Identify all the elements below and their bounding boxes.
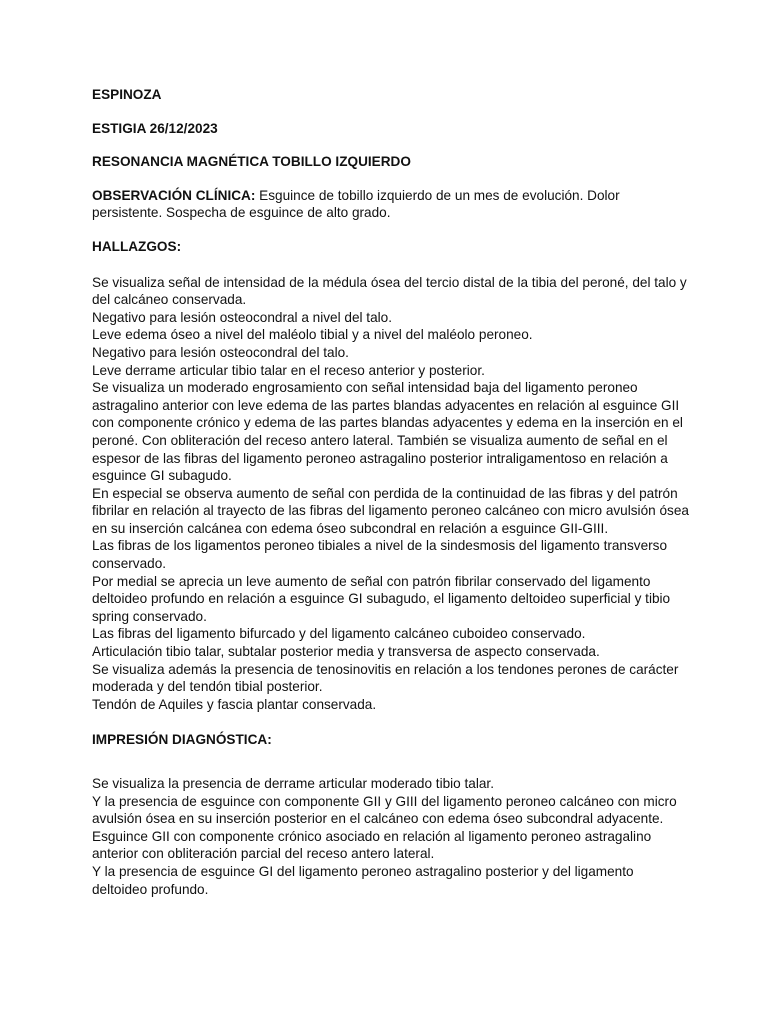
clinic-date: ESTIGIA 26/12/2023 [92, 120, 218, 136]
report-page [92, 86, 692, 898]
patient-name: ESPINOZA [92, 87, 162, 102]
finding-paragraph: Negativo para lesión osteocondral a nivel del talo. [92, 309, 393, 325]
finding-paragraph: Leve edema óseo a nivel del maléolo tibial y a nivel del maléolo peroneo. [92, 327, 533, 343]
impression-paragraph: Y la presencia de esguince con componente GII y GIII del ligamento peroneo calcáneo con micro avulsión ósea en su inserción posterior en el calcáneo con edema óseo subcondral adyacente. [92, 793, 677, 827]
finding-paragraph: En especial se observa aumento de señal con perdida de la continuidad de las fibras y del patrón fibrilar en relación al trayecto de las fibras del ligamento peroneo calcáneo con micro avulsión ósea en su inserción calcánea con edema óseo subcondral en relación a esguince GII-GIII. [92, 485, 689, 536]
clinical-observation-label: OBSERVACIÓN CLÍNICA: [92, 187, 256, 203]
impression-paragraph: Esguince GII con componente crónico asociado en relación al ligamento peroneo astragalino anterior con obliteración parcial del receso antero lateral. [92, 828, 652, 862]
impression-heading: IMPRESIÓN DIAGNÓSTICA: [92, 732, 272, 748]
findings-list [92, 274, 692, 714]
impression-list [92, 775, 692, 898]
findings-heading: HALLAZGOS: [92, 238, 182, 254]
finding-paragraph: Las fibras de los ligamentos peroneo tibiales a nivel de la sindesmosis del ligamento transverso conservado. [92, 538, 668, 572]
finding-paragraph: Tendón de Aquiles y fascia plantar conservada. [92, 696, 377, 712]
finding-paragraph: Por medial se aprecia un leve aumento de señal con patrón fibrilar conservado del ligamento deltoideo profundo en relación a esguince GI subagudo, el ligamento deltoideo superficial y tibio spring conservado. [92, 573, 671, 624]
impression-paragraph: Y la presencia de esguince GI del ligamento peroneo astragalino posterior y del ligamento deltoideo profundo. [92, 863, 634, 897]
finding-paragraph: Se visualiza un moderado engrosamiento con señal intensidad baja del ligamento peroneo astragalino anterior con leve edema de las partes blandas adyacentes en relación al esguince GII con componente crónico y edema de las partes blandas adyacentes y edema en la inserción en el peroné. Con obliteración del receso antero lateral. También se visualiza aumento de señal en el espesor de las fibras del ligamento peroneo astragalino posterior intraligamentoso en relación a esguince GI subagudo. [92, 380, 683, 484]
finding-paragraph: Negativo para lesión osteocondral del talo. [92, 344, 349, 360]
finding-paragraph: Articulación tibio talar, subtalar posterior media y transversa de aspecto conservada. [92, 644, 600, 660]
finding-paragraph: Leve derrame articular tibio talar en el receso anterior y posterior. [92, 362, 485, 378]
study-title: RESONANCIA MAGNÉTICA TOBILLO IZQUIERDO [92, 154, 411, 170]
finding-paragraph: Las fibras del ligamento bifurcado y del ligamento calcáneo cuboideo conservado. [92, 626, 586, 642]
clinical-observation [92, 187, 692, 222]
impression-paragraph: Se visualiza la presencia de derrame articular moderado tibio talar. [92, 776, 494, 791]
clinical-observation-text: Esguince de tobillo izquierdo de un mes de evolución. Dolor persistente. Sospecha de esguince de alto grado. [92, 187, 620, 221]
finding-paragraph: Se visualiza además la presencia de tenosinovitis en relación a los tendones perones de carácter moderada y del tendón tibial posterior. [92, 661, 679, 695]
finding-paragraph: Se visualiza señal de intensidad de la médula ósea del tercio distal de la tibia del peroné, del talo y del calcáneo conservada. [92, 274, 687, 308]
